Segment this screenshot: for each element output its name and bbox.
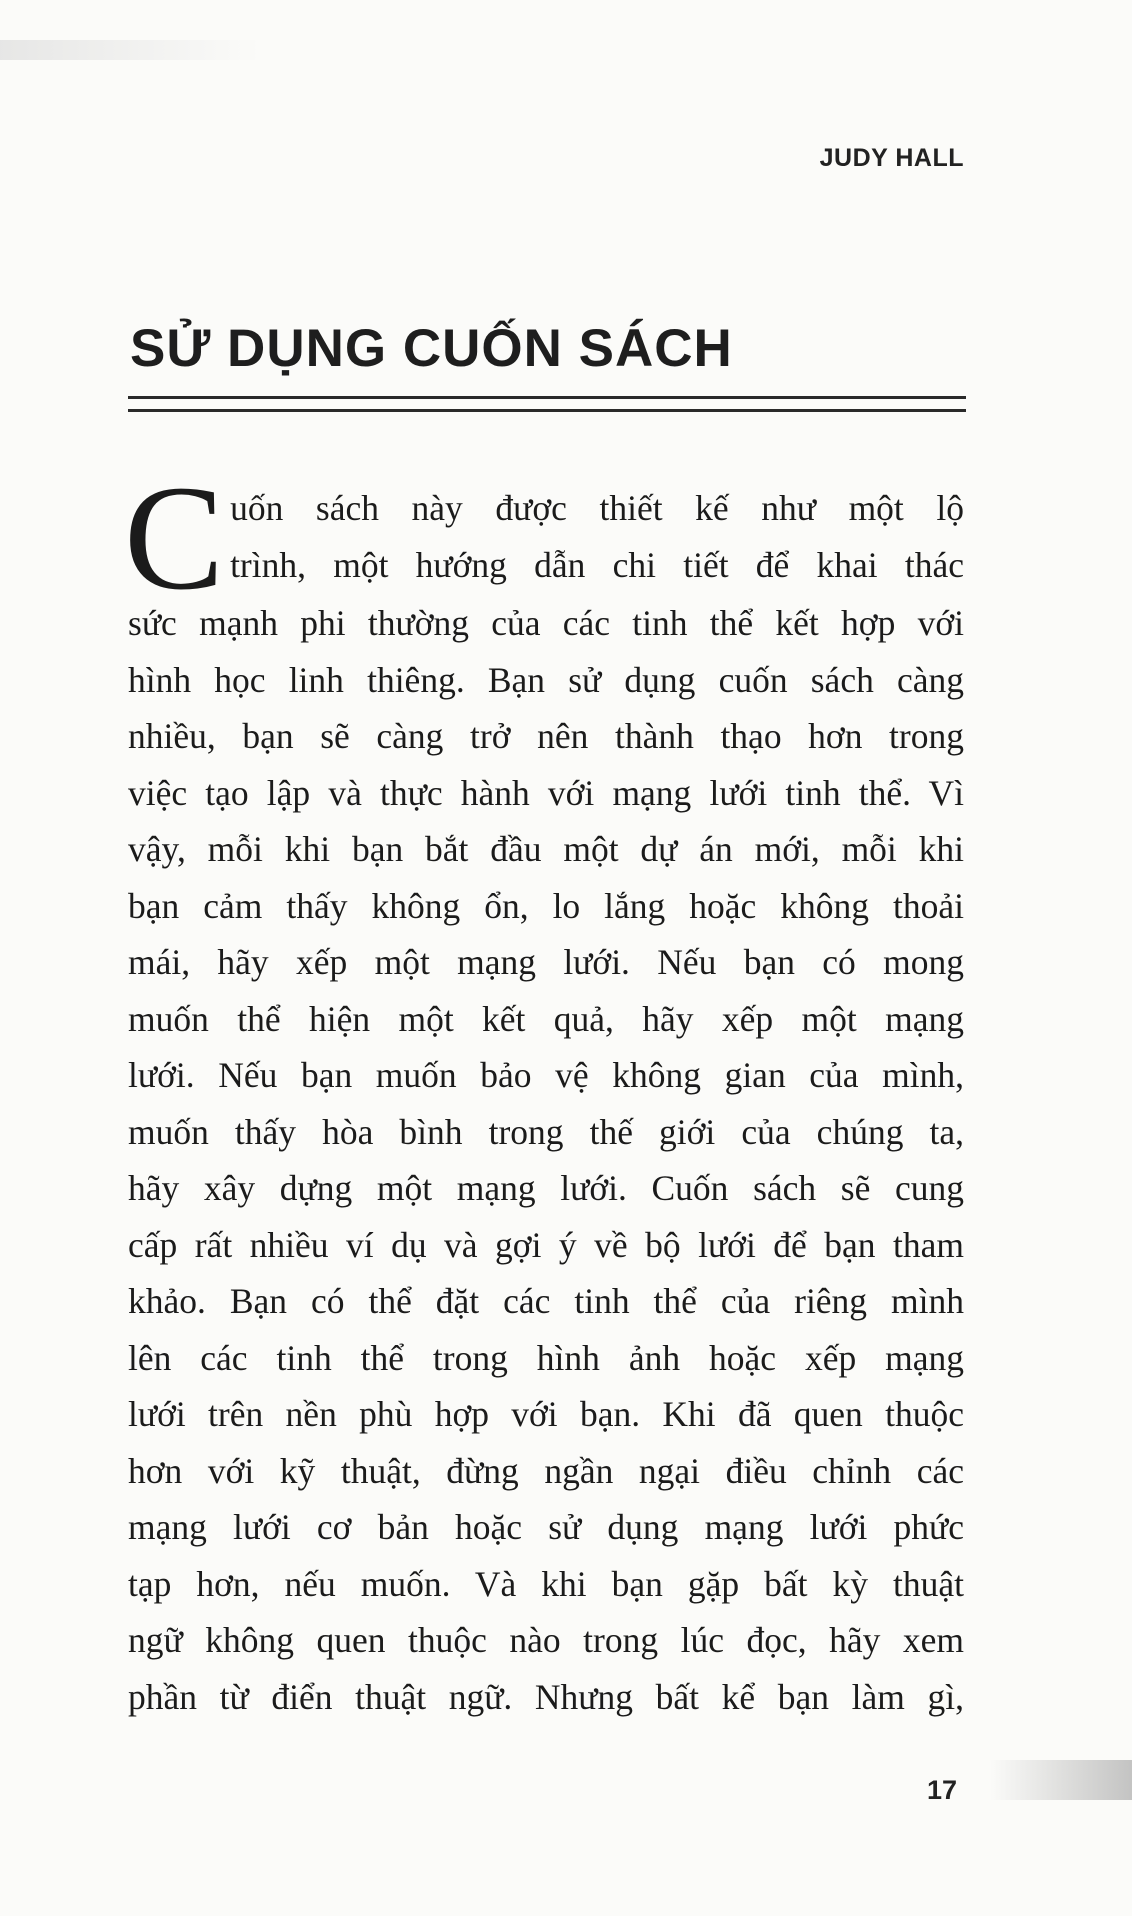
title-double-rule bbox=[128, 396, 966, 412]
body-line: hình học linh thiêng. Bạn sử dụng cuốn sách càng bbox=[128, 659, 964, 700]
body-line: vậy, mỗi khi bạn bắt đầu một dự án mới, mỗi khi bbox=[128, 829, 964, 869]
body-line: mái, hãy xếp một mạng lưới. Nếu bạn có mong bbox=[128, 942, 964, 982]
body-line: bạn cảm thấy không ổn, lo lắng hoặc không thoải bbox=[128, 885, 964, 926]
running-head: JUDY HALL bbox=[819, 144, 964, 172]
body-line: khảo. Bạn có thể đặt các tinh thể của riêng mình bbox=[128, 1281, 964, 1321]
body-line: cấp rất nhiều ví dụ và gợi ý về bộ lưới để bạn tham bbox=[128, 1224, 964, 1265]
body-line: uốn sách này được thiết kế như một lộ bbox=[230, 488, 964, 528]
chapter-title: SỬ DỤNG CUỐN SÁCH bbox=[130, 319, 733, 378]
body-line: tạp hơn, nếu muốn. Và khi bạn gặp bất kỳ thuật bbox=[128, 1563, 964, 1604]
body-line: ngữ không quen thuộc nào trong lúc đọc, hãy xem bbox=[128, 1620, 964, 1660]
body-line: hãy xây dựng một mạng lưới. Cuốn sách sẽ cung bbox=[128, 1168, 964, 1208]
drop-cap: C bbox=[124, 455, 225, 621]
body-paragraph bbox=[124, 455, 964, 1725]
page-number: 17 bbox=[927, 1775, 958, 1805]
body-line: nhiều, bạn sẽ càng trở nên thành thạo hơn trong bbox=[128, 716, 964, 756]
body-line: phần từ điển thuật ngữ. Nhưng bất kể bạn làm gì, bbox=[128, 1676, 964, 1717]
body-line: việc tạo lập và thực hành với mạng lưới tinh thể. Vì bbox=[128, 772, 964, 813]
body-line: lên các tinh thể trong hình ảnh hoặc xếp mạng bbox=[128, 1337, 964, 1378]
body-line: mạng lưới cơ bản hoặc sử dụng mạng lưới phức bbox=[128, 1507, 964, 1547]
body-line: hơn với kỹ thuật, đừng ngần ngại điều chỉnh các bbox=[128, 1450, 964, 1491]
page-smudge bbox=[0, 40, 260, 60]
body-line: lưới. Nếu bạn muốn bảo vệ không gian của mình, bbox=[128, 1055, 964, 1095]
body-line: muốn thấy hòa bình trong thế giới của chúng ta, bbox=[128, 1111, 964, 1152]
body-line: lưới trên nền phù hợp với bạn. Khi đã quen thuộc bbox=[128, 1394, 964, 1434]
page-edge-shadow bbox=[990, 1760, 1132, 1800]
body-line: muốn thể hiện một kết quả, hãy xếp một mạng bbox=[128, 998, 964, 1039]
body-line: trình, một hướng dẫn chi tiết để khai thác bbox=[230, 544, 964, 585]
body-line: sức mạnh phi thường của các tinh thể kết hợp với bbox=[128, 603, 964, 643]
